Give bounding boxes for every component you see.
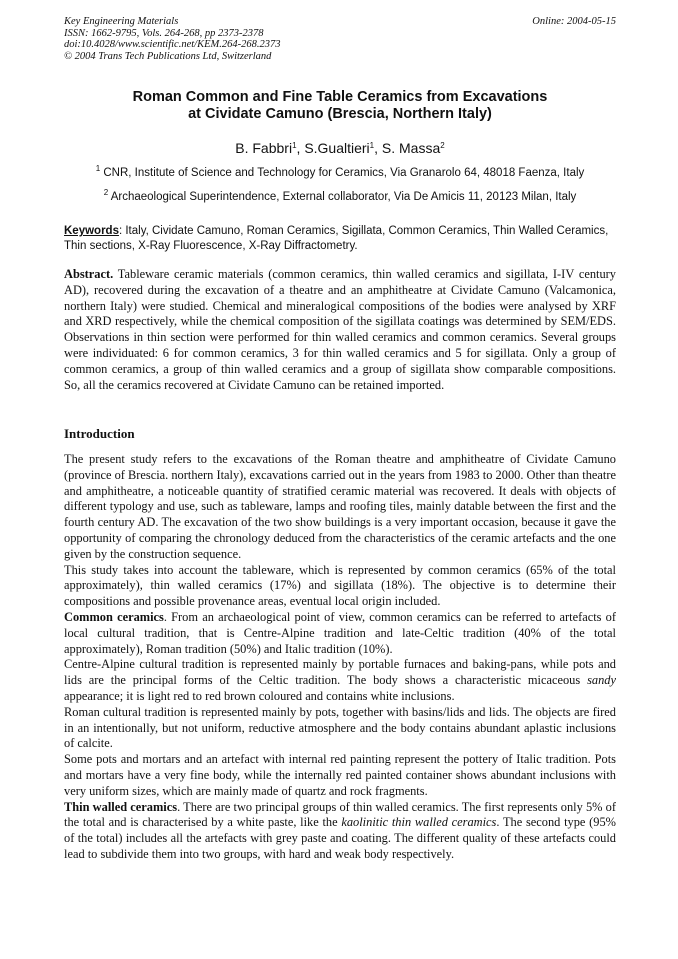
- affiliation-1: [64, 166, 616, 180]
- doi-line: doi:10.4028/www.scientific.net/KEM.264-268.2373: [64, 39, 281, 50]
- affiliation-text: Archaeological Superintendence, External collaborator, Via De Amicis 11, 20123 Milan, Italy: [108, 191, 577, 203]
- title-line-2: at Cividate Camuno (Brescia, Northern Italy): [188, 106, 492, 122]
- author-name: S.Gualtieri: [304, 140, 370, 156]
- intro-paragraph-2: This study takes into account the tableware, which is represented by common ceramics (65% of the total approximately), thin walled ceramics (17%) and sigillata (18%). The objective is to determine their compositions and possible provenance areas, eventual local origin included.: [64, 562, 616, 609]
- affiliation-2: [64, 190, 616, 204]
- author-name: S. Massa: [381, 140, 441, 156]
- common-ceramics-label: Common ceramics: [64, 609, 164, 624]
- affiliation-text: CNR, Institute of Science and Technology for Ceramics, Via Granarolo 64, 48018 Faenza, Italy: [100, 167, 585, 179]
- introduction-body: [64, 452, 616, 863]
- paragraph-text: appearance; it is light red to red brown coloured and contains white inclusions.: [64, 688, 455, 703]
- thin-walled-label: Thin walled ceramics: [64, 799, 178, 814]
- copyright-line: © 2004 Trans Tech Publications Ltd, Switzerland: [64, 50, 272, 62]
- journal-header: [64, 16, 616, 62]
- paragraph-text: . There are two principal groups of thin walled ceramics. The first represents only 5% of the total and is characterised by a white paste, like the: [64, 799, 616, 830]
- issn-line: ISSN: 1662-9795, Vols. 264-268, pp 2373-2378: [64, 27, 264, 39]
- intro-paragraph-7: [64, 800, 616, 863]
- journal-name: Key Engineering Materials: [64, 16, 179, 27]
- intro-paragraph-6: Some pots and mortars and an artefact with internal red painting represent the pottery of Italic tradition. Pots and mortars have a very fine body, while the internally red painted container shows abundant inclusions with very uniform sizes, which are mainly made of quartz and rock fragments.: [64, 752, 616, 798]
- title-line-1: Roman Common and Fine Table Ceramics from Excavations: [132, 89, 548, 105]
- paper-title: [64, 89, 616, 123]
- author-list: [64, 139, 616, 157]
- intro-paragraph-1: The present study refers to the excavations of the Roman theatre and amphitheatre of Cividate Camuno (province of Brescia. northern Italy), excavations carried out in the years from 1983 to 2000. Other than theatre and amphitheatre, a noticeable quantity of stratified ceramic material was recovered. It deals with objects of different typology and use, such as tableware, lamps and roofing tiles, mainly datable between the first and the fourth century AD. The excavation of the two show buildings is a very important occasion, because it gave the opportunity of comparing the chronology deduced from the characteristics of the ceramic artefacts and the one given by the construction sequence.: [64, 452, 616, 561]
- online-date: Online: 2004-05-15: [532, 16, 616, 27]
- paragraph-text: . The second type (95% of the total) includes all the artefacts with grey paste and coating. The different quality of these artefacts could lead to subdivide them into two groups, with hard and weak body respectively.: [64, 815, 616, 861]
- abstract-text: Tableware ceramic materials (common ceramics, thin walled ceramics and sigillata, I-IV century AD), recovered during the excavation of a theatre and an amphitheatre at Cividate Camuno (Valcamonica, northern Italy) were studied. Chemical and mineralogical compositions of the bodies were analysed by XRF and XRD respectively, while the chemical composition of the sigillata coatings was determined by SEM/EDS. Observations in thin section were performed for thin walled ceramics and common ceramics. Several groups were individuated: 6 for common ceramics, 3 for thin walled ceramics and 5 for sigillata. Only a group of common ceramics, a group of thin walled ceramics and a group of sigillata show comparable compositions. So, all the ceramics recovered at Cividate Camuno can be retained imported.: [64, 267, 616, 392]
- affiliation-marker: 1: [95, 164, 101, 173]
- affiliation-marker: 1: [369, 141, 375, 150]
- emphasis-text: kaolinitic thin walled ceramics: [341, 815, 497, 830]
- introduction-heading: Introduction: [64, 426, 135, 441]
- affiliation-marker: 2: [440, 141, 445, 150]
- emphasis-text: sandy: [587, 673, 616, 688]
- author-name: B. Fabbri: [235, 140, 293, 156]
- abstract-block: [64, 267, 616, 393]
- affiliation-marker: 2: [103, 188, 109, 197]
- author-separator: ,: [296, 140, 305, 156]
- keywords-label: Keywords: [64, 225, 119, 237]
- paragraph-text: Centre-Alpine cultural tradition is represented mainly by portable furnaces and baking-pans, while pots and lids are the principal forms of the Celtic tradition. The body shows a characteristic micaceous: [64, 657, 616, 688]
- affiliation-marker: 1: [292, 141, 297, 150]
- abstract-label: Abstract.: [64, 267, 114, 281]
- intro-paragraph-5: Roman cultural tradition is represented mainly by pots, together with basins/lids and lids. The objects are fired in an intentionally, but not uniform, reductive atmosphere and the body contains abundant aplastic inclusions of calcite.: [64, 704, 616, 751]
- intro-paragraph-3: [64, 610, 616, 657]
- author-separator: ,: [374, 140, 382, 156]
- intro-paragraph-4: [64, 657, 616, 704]
- keywords-block: [64, 224, 616, 253]
- paragraph-text: . From an archaeological point of view, common ceramics can be referred to artefacts of local cultural tradition, that is Centre-Alpine tradition and late-Celtic tradition (40% of the total approximately), Roman tradition (50%) and Italic tradition (10%).: [64, 609, 617, 656]
- keywords-text: : Italy, Cividate Camuno, Roman Ceramics, Sigillata, Common Ceramics, Thin Walled Ceramics, Thin sections, X-Ray Fluorescence, X-Ray Diffractometry.: [64, 225, 609, 252]
